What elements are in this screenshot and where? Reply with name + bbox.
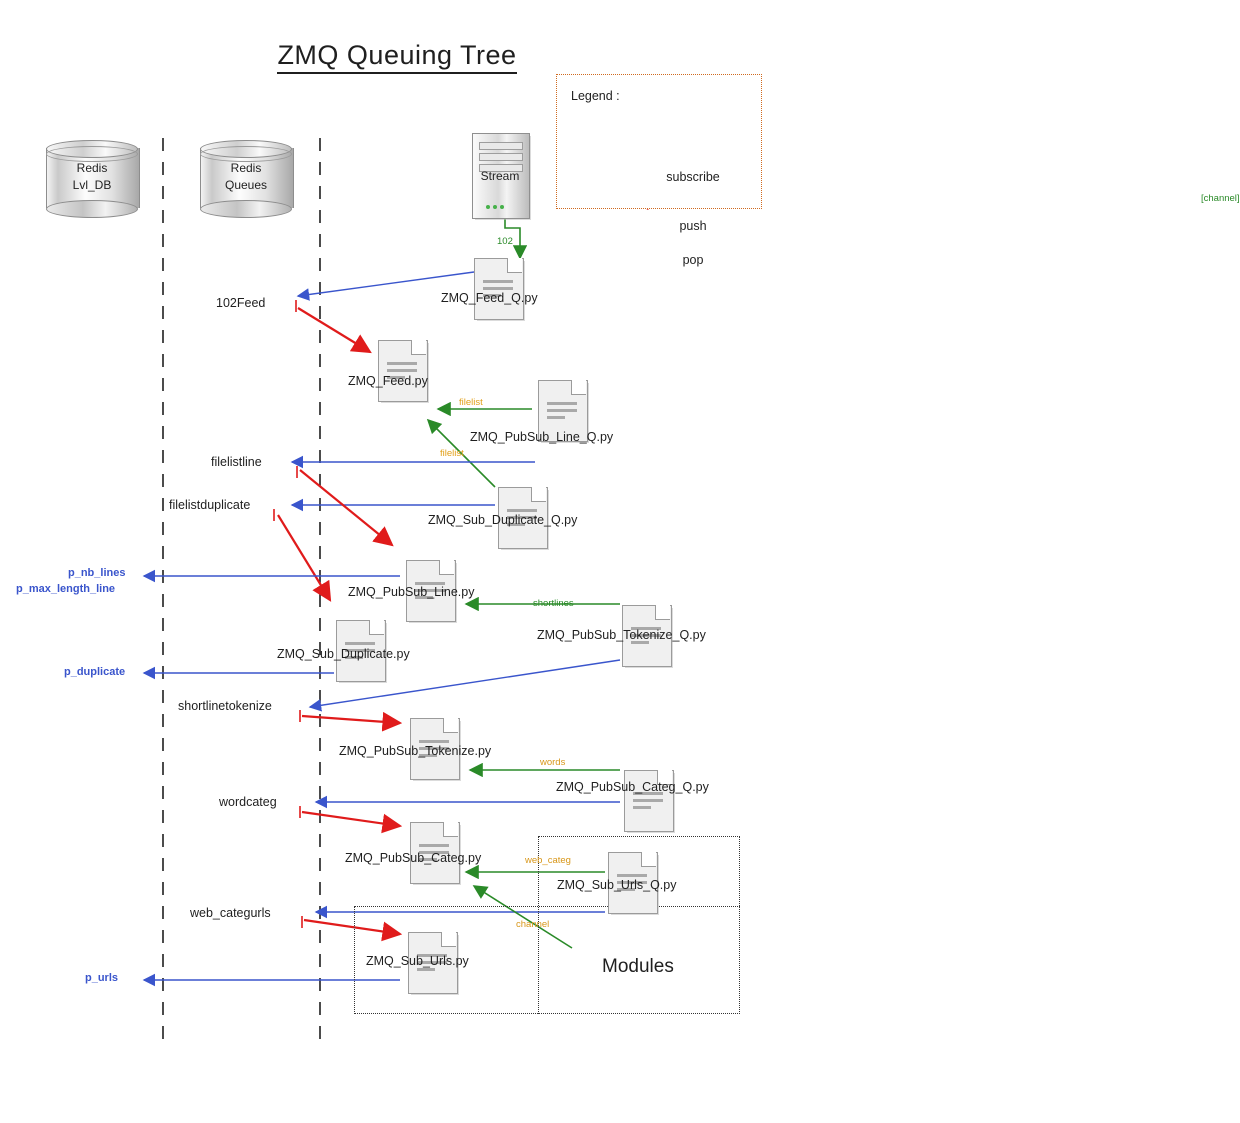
node-label-zmq-pubsub-categ-q: ZMQ_PubSub_Categ_Q.py xyxy=(556,780,709,794)
stream-feed-count: 102 xyxy=(497,236,513,247)
legend-item-push: push xyxy=(679,219,707,233)
cylinder-bottom xyxy=(200,200,292,218)
doc-fold xyxy=(441,932,456,947)
metric-label-p-urls: p_urls xyxy=(85,972,119,984)
datastore-redis-lvl-db xyxy=(46,140,138,216)
server-slot-2 xyxy=(479,153,523,161)
node-label-zmq-sub-urls: ZMQ_Sub_Urls.py xyxy=(366,954,469,968)
queue-label-web-categurls: web_categurls xyxy=(190,906,271,920)
server-slot-1 xyxy=(479,142,523,150)
doc-fold xyxy=(507,258,522,273)
page-title xyxy=(0,40,794,71)
datastore-label-line1: Redis xyxy=(230,161,262,175)
node-label-zmq-sub-duplicate: ZMQ_Sub_Duplicate.py xyxy=(277,647,410,661)
node-label-zmq-pubsub-line-q: ZMQ_PubSub_Line_Q.py xyxy=(470,430,614,444)
queue-label-filelistduplicate: filelistduplicate xyxy=(169,498,251,512)
channel-label-web-categ: web_categ xyxy=(525,855,571,866)
legend-item-subscribe-channel: [channel] xyxy=(1201,193,1240,204)
legend-title: Legend : xyxy=(571,89,620,103)
node-label-zmq-sub-duplicate-q: ZMQ_Sub_Duplicate_Q.py xyxy=(428,513,578,527)
legend xyxy=(556,74,1240,267)
channel-label-filelist-duplicate: filelist xyxy=(440,448,464,459)
queue-label-filelistline: filelistline xyxy=(211,455,262,469)
queue-label-102feed: 102Feed xyxy=(216,296,266,310)
node-zmq-feed[interactable] xyxy=(378,340,426,400)
doc-fold xyxy=(369,620,384,635)
doc-fold xyxy=(443,822,458,837)
node-label-zmq-feed-q: ZMQ_Feed_Q.py xyxy=(441,291,538,305)
metric-label-p-max-length-line: p_max_length_line xyxy=(16,583,116,595)
doc-fold xyxy=(571,380,586,395)
channel-label-shortlines: shortlines xyxy=(533,598,574,609)
metric-label-p-duplicate: p_duplicate xyxy=(64,666,126,678)
stream-server xyxy=(472,133,528,217)
cylinder-bottom xyxy=(46,200,138,218)
doc-fold xyxy=(655,605,670,620)
legend-item-pop: pop xyxy=(682,253,704,267)
datastore-label xyxy=(200,160,292,194)
node-label-zmq-pubsub-tokenize: ZMQ_PubSub_Tokenize.py xyxy=(339,744,492,758)
doc-lines xyxy=(633,792,663,813)
datastore-label-line1: Redis xyxy=(76,161,108,175)
node-zmq-feed-q[interactable] xyxy=(474,258,522,318)
queue-label-wordcateg: wordcateg xyxy=(219,795,277,809)
datastore-label-line2: Queues xyxy=(224,178,268,192)
doc-fold xyxy=(641,852,656,867)
node-label-zmq-pubsub-categ: ZMQ_PubSub_Categ.py xyxy=(345,851,482,865)
server-leds xyxy=(486,205,504,209)
node-label-zmq-feed: ZMQ_Feed.py xyxy=(348,374,428,388)
doc-lines xyxy=(547,402,577,423)
doc-fold xyxy=(443,718,458,733)
doc-fold xyxy=(531,487,546,502)
doc-fold xyxy=(411,340,426,355)
metric-label-p-nb-lines: p_nb_lines xyxy=(68,567,126,579)
channel-label-channel: channel xyxy=(516,919,550,930)
node-zmq-pubsub-categ-q[interactable] xyxy=(624,770,672,830)
page-title-text: ZMQ Queuing Tree xyxy=(277,40,516,74)
legend-item-subscribe: subscribe xyxy=(666,170,720,184)
datastore-label-line2: Lvl_DB xyxy=(72,178,112,192)
doc-fold xyxy=(439,560,454,575)
queue-label-shortlinetokenize: shortlinetokenize xyxy=(178,699,272,713)
node-label-zmq-sub-urls-q: ZMQ_Sub_Urls_Q.py xyxy=(557,878,677,892)
channel-label-filelist-line: filelist xyxy=(459,397,483,408)
channel-label-words: words xyxy=(540,757,566,768)
modules-label: Modules xyxy=(602,956,674,977)
stream-server-label: Stream xyxy=(480,169,520,183)
node-label-zmq-pubsub-line: ZMQ_PubSub_Line.py xyxy=(348,585,475,599)
datastore-redis-queues xyxy=(200,140,292,216)
datastore-label xyxy=(46,160,138,194)
node-label-zmq-pubsub-tokenize-q: ZMQ_PubSub_Tokenize_Q.py xyxy=(537,628,706,642)
